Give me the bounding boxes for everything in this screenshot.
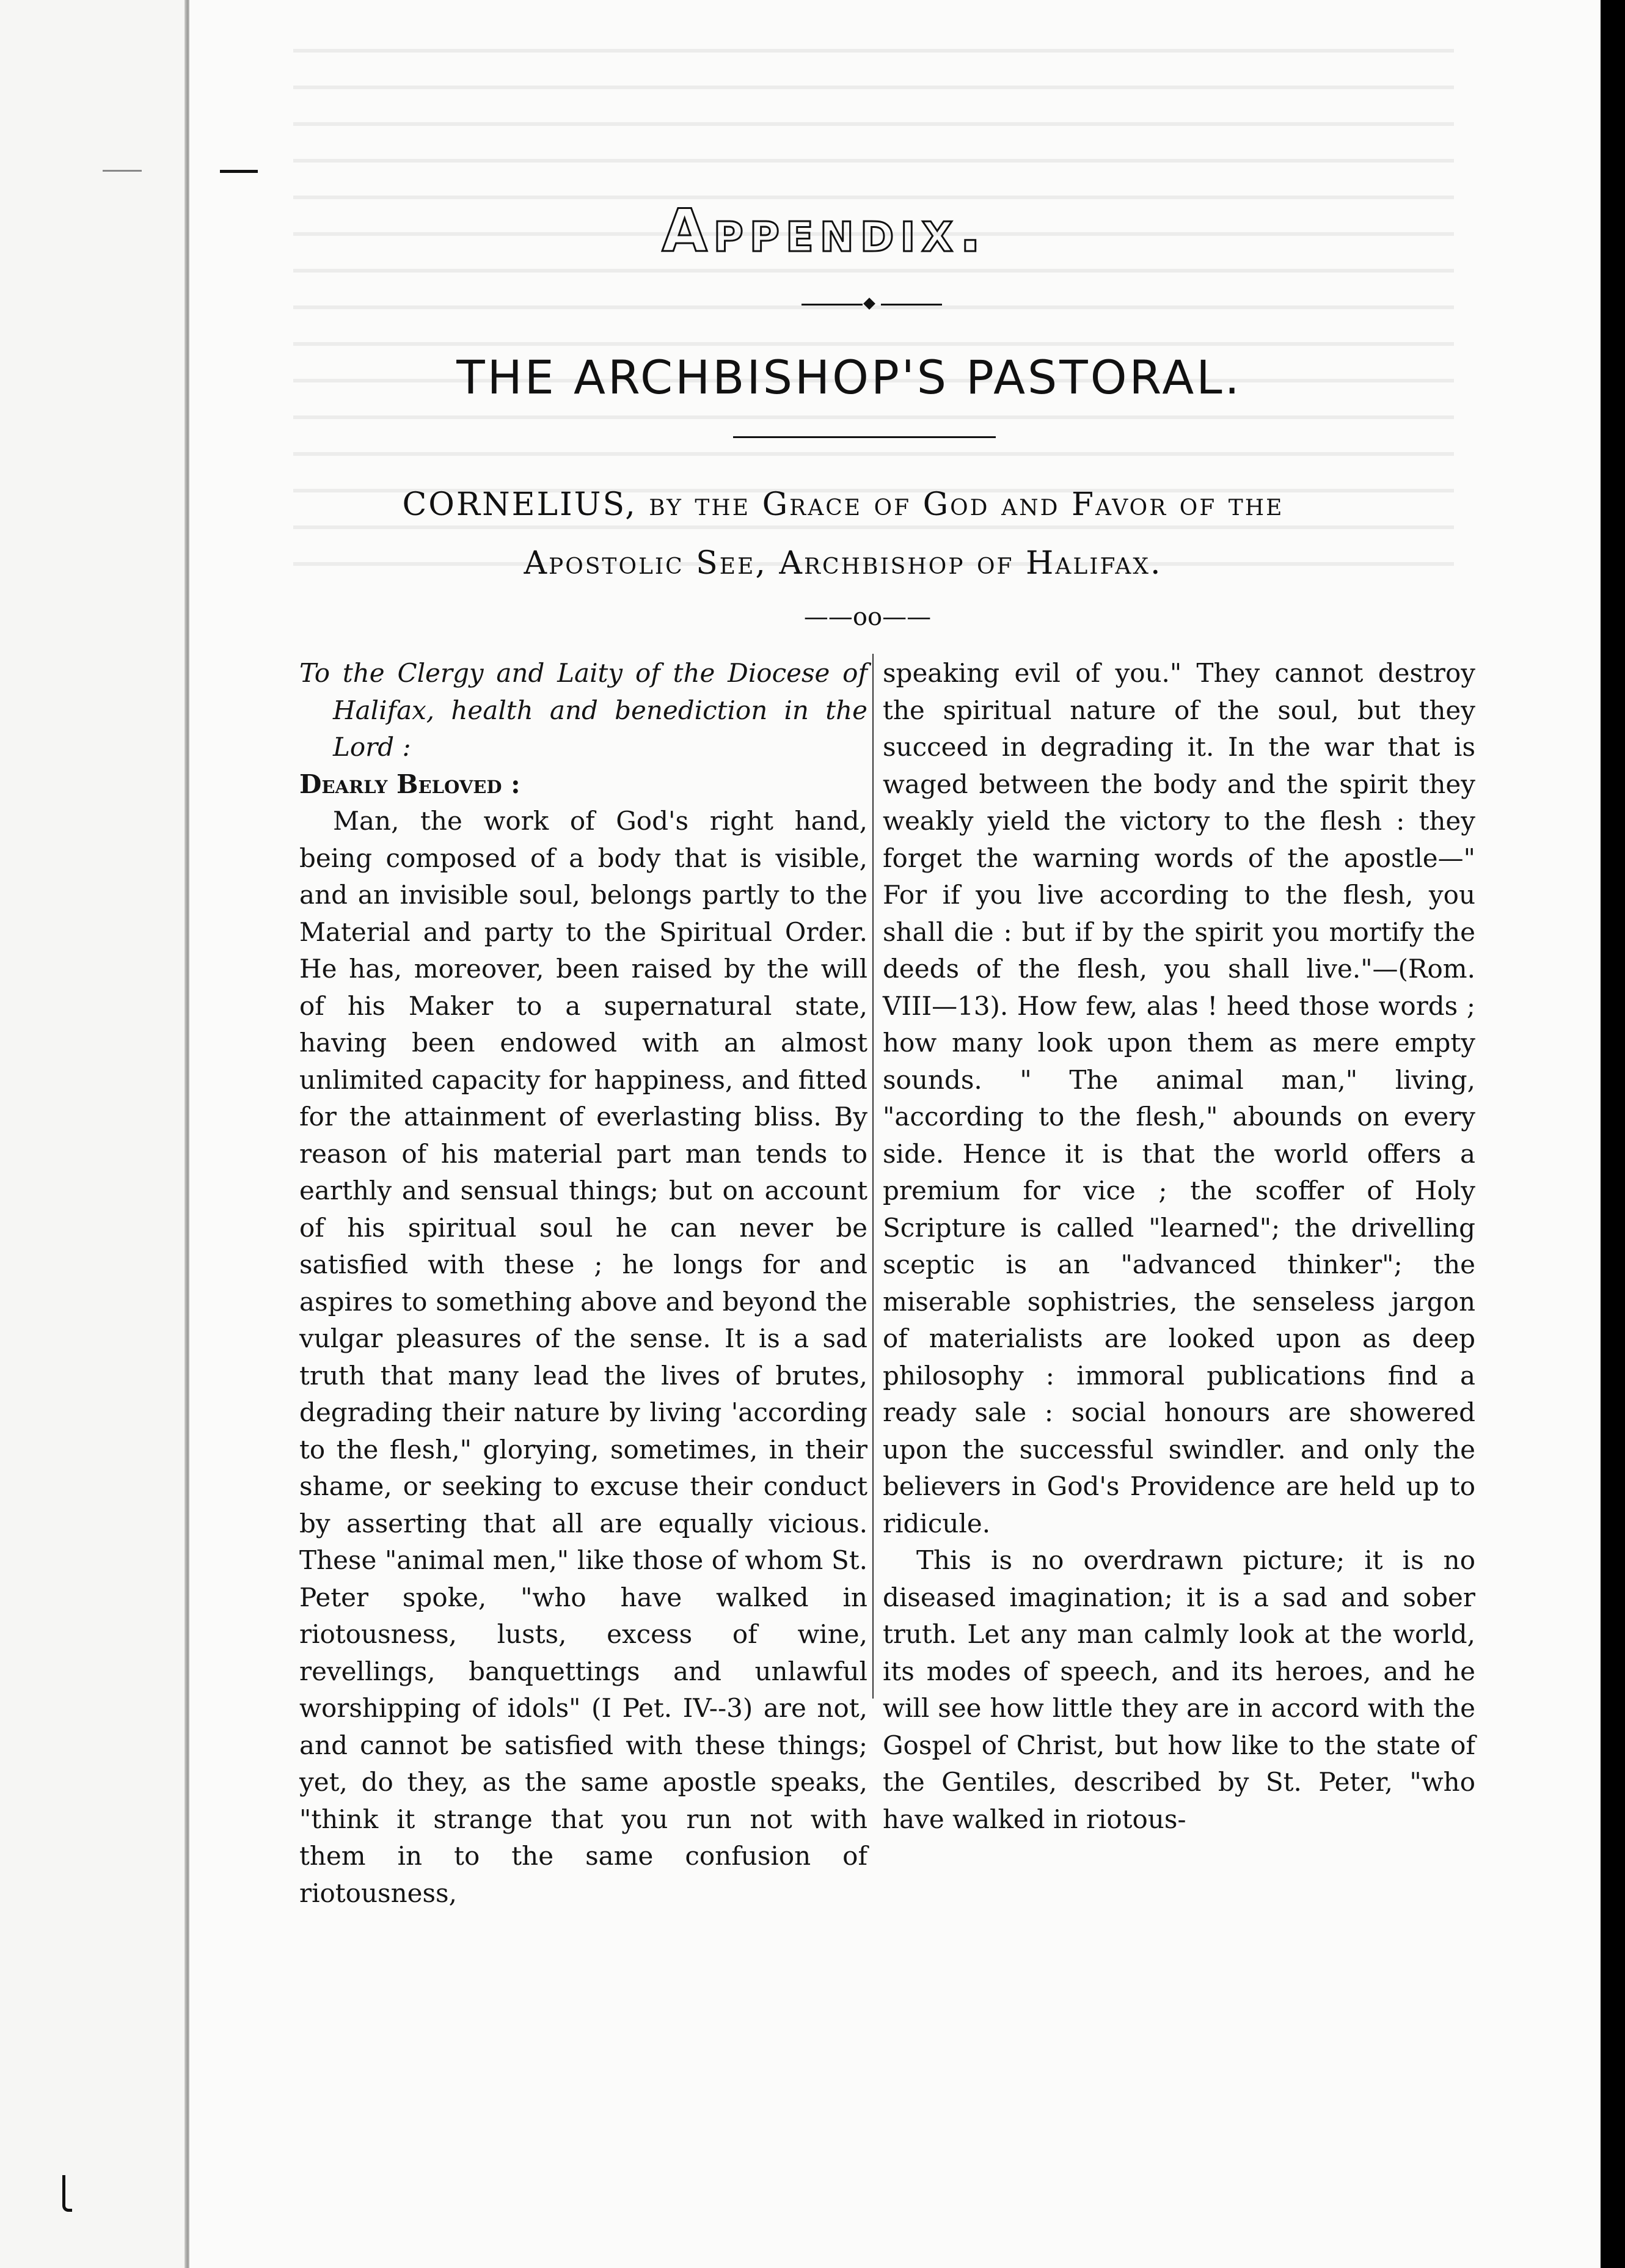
address-line: To the Clergy and Laity of the Diocese of Halifax, health and benediction in the Lord : xyxy=(299,658,867,762)
left-margin-strip xyxy=(0,0,189,2268)
left-column xyxy=(299,655,867,1912)
subtitle-line-2: Apostolic See, Archbishop of Halifax. xyxy=(524,545,1163,582)
body-paragraph-2: speaking evil of you." They cannot destroy the spiritual nature of the soul, but they succeed in degrading it. In the war that is waged between the body and the spirit they weakly yield the victory to the flesh : they forget the warning words of the apostle—" For if you live according to the flesh, you shall die : but if by the spirit you mortify the deeds of the flesh, you shall live."—(Rom. VIII—13). How few, alas ! heed those words ; how many look upon them as mere empty sounds. " The animal man," living, "according to the flesh," abounds on every side. Hence it is that the world offers a premium for vice ; the scoffer of Holy Scripture is called "learned"; the drivelling sceptic is an "advanced thinker"; the miserable sophistries, the senseless jargon of materialists are looked upon as deep philosophy : immoral publications find a ready sale : social honours are showered upon the successful swindler. and only the believers in God's Providence are held up to ridicule. xyxy=(883,658,1475,1538)
title-rule xyxy=(733,436,996,438)
section-rule: ——oo—— xyxy=(803,603,932,631)
margin-mark xyxy=(103,170,142,172)
subtitle-line-1: CORNELIUS, by the Grace of God and Favor of the xyxy=(402,486,1284,523)
body-paragraph-1: Man, the work of God's right hand, being composed of a body that is visible, and an invisible soul, belongs partly to the Material and party to the Spiritual Order. He has, moreover, been raised by the will of his Maker to a supernatural state, having been endowed with an almost unlimited capacity for happiness, and fitted for the attainment of everlasting bliss. By reason of his material part man tends to earthly and sensual things; but on account of his spiritual soul he can never be satisfied with these ; he longs for and aspires to something above and beyond the vulgar pleasures of the sense. It is a sad truth that many lead the lives of brutes, degrading their nature by living 'according to the flesh," glorying, sometimes, in their shame, or seeking to excuse their conduct by asserting that all are equally vicious. These "animal men," like those of whom St. Peter spoke, "who have walked in riotousness, lusts, excess of wine, revellings, banquettings and unlawful worshipping of idols" (I Pet. IV--3) are not, and cannot be satisfied with these things; yet, do they, as the same apostle speaks, "think it strange that you run not with them in to the same confusion of riotousness, xyxy=(299,806,867,1908)
ornament-line-right xyxy=(881,304,942,305)
page-mark xyxy=(220,170,258,173)
ornament-divider xyxy=(802,298,942,310)
body-paragraph-3: This is no overdrawn picture; it is no diseased imagination; it is a sad and sober truth. Let any man calmly look at the world, its modes of speech, and its heroes, and he will see how little they are in accord with the Gospel of Christ, but how like to the state of the Gentiles, described by St. Peter, "who have walked in riotous- xyxy=(883,1545,1475,1834)
page-title: THE ARCHBISHOP'S PASTORAL. xyxy=(456,350,1242,404)
ornament-line-left xyxy=(802,304,863,305)
column-divider xyxy=(872,654,874,1699)
right-column xyxy=(883,655,1475,1838)
appendix-heading: Appendix. xyxy=(662,197,988,265)
ornament-diamond xyxy=(863,298,875,310)
corner-mark xyxy=(62,2175,72,2212)
salutation: Dearly Beloved : xyxy=(299,769,520,799)
